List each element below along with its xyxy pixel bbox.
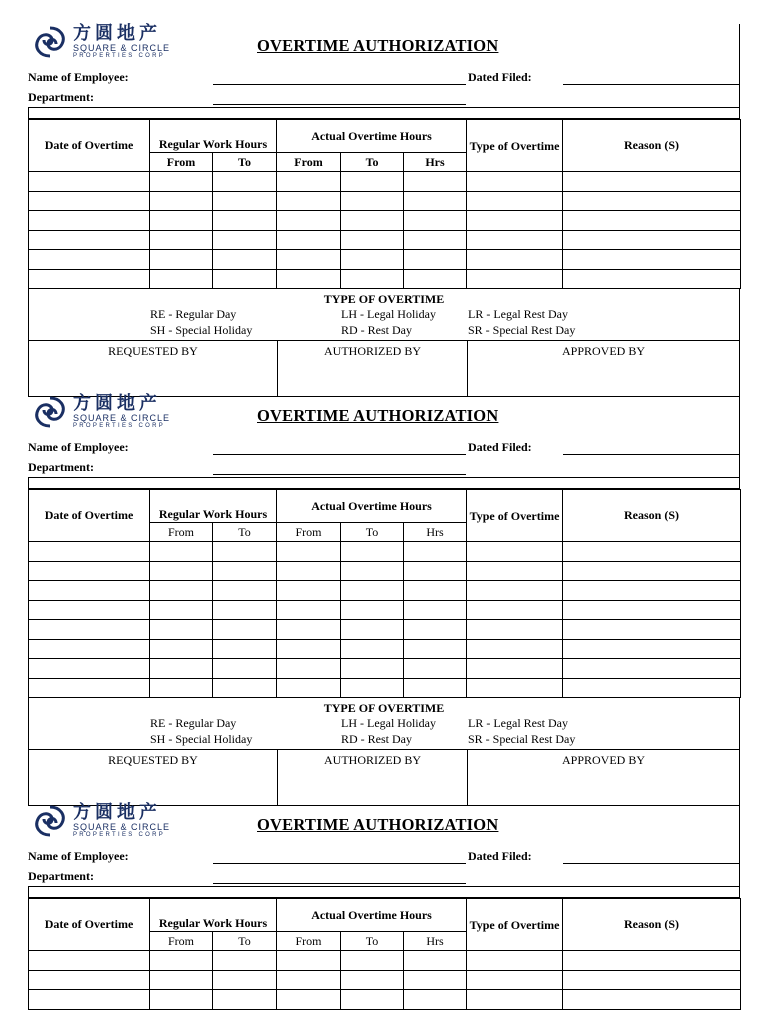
table-cell[interactable] xyxy=(277,230,341,250)
department-row xyxy=(28,866,740,887)
signature-row xyxy=(28,750,740,806)
employee-label: Name of Employee: xyxy=(28,849,129,863)
dated-label: Dated Filed: xyxy=(468,849,532,863)
table-row xyxy=(29,678,741,698)
table-cell[interactable] xyxy=(563,561,741,581)
table-cell[interactable] xyxy=(213,561,277,581)
table-cell[interactable] xyxy=(467,951,563,971)
type-sh: SH - Special Holiday xyxy=(150,732,253,746)
table-cell[interactable] xyxy=(404,542,467,562)
table-cell[interactable] xyxy=(467,620,563,640)
table-cell[interactable] xyxy=(563,191,741,211)
table-row xyxy=(29,639,741,659)
regular-from-header: From xyxy=(150,523,213,542)
overtime-table xyxy=(28,489,741,698)
table-cell[interactable] xyxy=(563,250,741,270)
logo-chinese-text: 方圆地产 xyxy=(73,23,161,44)
table-cell[interactable] xyxy=(563,581,741,601)
table-cell[interactable] xyxy=(563,172,741,192)
table-cell[interactable] xyxy=(467,581,563,601)
table-row xyxy=(29,970,741,990)
type-legend-title: TYPE OF OVERTIME xyxy=(323,701,445,715)
table-cell[interactable] xyxy=(29,639,150,659)
regular-from-header: From xyxy=(150,153,213,172)
table-cell[interactable] xyxy=(341,172,404,192)
logo-subtext: PROPERTIES CORP xyxy=(73,423,166,429)
table-row xyxy=(29,990,741,1010)
table-cell[interactable] xyxy=(467,600,563,620)
table-cell[interactable] xyxy=(150,172,213,192)
actual-to-header: To xyxy=(341,153,404,172)
type-lh: LH - Legal Holiday xyxy=(341,307,436,321)
actual-hrs-header: Hrs xyxy=(404,932,467,951)
dated-filed-field[interactable] xyxy=(563,437,740,455)
actual-from-header: From xyxy=(277,153,341,172)
department-label: Department: xyxy=(28,90,94,104)
table-cell[interactable] xyxy=(213,172,277,192)
table-cell[interactable] xyxy=(404,230,467,250)
employee-row xyxy=(28,67,740,87)
table-cell[interactable] xyxy=(29,211,150,231)
table-cell[interactable] xyxy=(150,990,213,1010)
overtime-table xyxy=(28,898,741,1010)
table-cell[interactable] xyxy=(563,600,741,620)
table-cell[interactable] xyxy=(213,639,277,659)
table-cell[interactable] xyxy=(341,970,404,990)
logo-swirl-icon xyxy=(30,394,70,430)
table-cell[interactable] xyxy=(277,581,341,601)
table-cell[interactable] xyxy=(213,659,277,679)
table-cell[interactable] xyxy=(213,581,277,601)
type-rd: RD - Rest Day xyxy=(341,323,412,337)
table-row xyxy=(29,250,741,270)
type-legend xyxy=(28,289,740,341)
actual-from-header: From xyxy=(277,932,341,951)
table-cell[interactable] xyxy=(213,250,277,270)
table-cell[interactable] xyxy=(563,678,741,698)
approved-by[interactable]: APPROVED BY xyxy=(561,753,645,767)
table-cell[interactable] xyxy=(150,269,213,289)
form-header xyxy=(28,394,740,437)
table-cell[interactable] xyxy=(341,269,404,289)
table-cell[interactable] xyxy=(29,250,150,270)
table-cell[interactable] xyxy=(467,561,563,581)
approved-by[interactable]: APPROVED BY xyxy=(561,344,645,358)
type-header: Type of Overtime xyxy=(467,899,563,951)
table-cell[interactable] xyxy=(467,990,563,1010)
date-header: Date of Overtime xyxy=(29,899,150,951)
authorized-by[interactable]: AUTHORIZED BY xyxy=(278,341,468,396)
regular-hours-header: Regular Work Hours xyxy=(150,120,277,153)
table-cell[interactable] xyxy=(341,561,404,581)
type-header: Type of Overtime xyxy=(467,120,563,172)
actual-to-header: To xyxy=(341,932,404,951)
table-row xyxy=(29,659,741,679)
department-label: Department: xyxy=(28,460,94,474)
table-cell[interactable] xyxy=(213,600,277,620)
table-cell[interactable] xyxy=(563,639,741,659)
table-cell[interactable] xyxy=(467,230,563,250)
regular-to-header: To xyxy=(213,932,277,951)
reason-header: Reason (S) xyxy=(563,899,741,951)
table-cell[interactable] xyxy=(150,639,213,659)
table-cell[interactable] xyxy=(563,951,741,971)
table-cell[interactable] xyxy=(404,269,467,289)
table-cell[interactable] xyxy=(467,542,563,562)
table-cell[interactable] xyxy=(467,639,563,659)
table-row xyxy=(29,191,741,211)
table-row xyxy=(29,230,741,250)
table-cell[interactable] xyxy=(563,659,741,679)
company-logo xyxy=(30,24,170,60)
logo-chinese-text: 方圆地产 xyxy=(73,393,161,414)
table-cell[interactable] xyxy=(29,191,150,211)
table-cell[interactable] xyxy=(213,191,277,211)
table-cell[interactable] xyxy=(341,191,404,211)
table-cell[interactable] xyxy=(29,230,150,250)
employee-name-field[interactable] xyxy=(213,846,466,864)
table-cell[interactable] xyxy=(467,211,563,231)
type-lh: LH - Legal Holiday xyxy=(341,716,436,730)
table-cell[interactable] xyxy=(29,951,150,971)
table-cell[interactable] xyxy=(277,542,341,562)
department-row xyxy=(28,87,740,108)
table-cell[interactable] xyxy=(563,269,741,289)
actual-hours-header: Actual Overtime Hours xyxy=(277,899,467,932)
requested-by[interactable]: REQUESTED BY xyxy=(29,341,278,396)
overtime-form-1 xyxy=(28,24,740,397)
type-legend-title: TYPE OF OVERTIME xyxy=(323,292,445,306)
signature-row xyxy=(28,341,740,397)
table-row xyxy=(29,172,741,192)
form-header xyxy=(28,803,740,846)
table-cell[interactable] xyxy=(277,970,341,990)
table-cell[interactable] xyxy=(404,639,467,659)
table-cell[interactable] xyxy=(341,211,404,231)
type-re: RE - Regular Day xyxy=(150,716,237,730)
table-cell[interactable] xyxy=(277,211,341,231)
type-sr: SR - Special Rest Day xyxy=(468,323,576,337)
table-cell[interactable] xyxy=(404,678,467,698)
logo-subtext: PROPERTIES CORP xyxy=(73,53,166,59)
table-cell[interactable] xyxy=(563,542,741,562)
regular-hours-header: Regular Work Hours xyxy=(150,899,277,932)
table-cell[interactable] xyxy=(29,269,150,289)
actual-to-header: To xyxy=(341,523,404,542)
employee-name-field[interactable] xyxy=(213,67,466,85)
table-cell[interactable] xyxy=(150,211,213,231)
table-cell[interactable] xyxy=(404,951,467,971)
actual-from-header: From xyxy=(277,523,341,542)
table-row xyxy=(29,561,741,581)
table-cell[interactable] xyxy=(563,230,741,250)
table-cell[interactable] xyxy=(341,230,404,250)
employee-label: Name of Employee: xyxy=(28,440,129,454)
table-cell[interactable] xyxy=(467,678,563,698)
employee-name-field[interactable] xyxy=(213,437,466,455)
department-row xyxy=(28,457,740,478)
date-header: Date of Overtime xyxy=(29,490,150,542)
table-cell[interactable] xyxy=(467,269,563,289)
type-re: RE - Regular Day xyxy=(150,307,237,321)
table-cell[interactable] xyxy=(563,620,741,640)
table-cell[interactable] xyxy=(213,951,277,971)
table-cell[interactable] xyxy=(341,542,404,562)
table-cell[interactable] xyxy=(277,191,341,211)
company-logo xyxy=(30,394,170,430)
type-lr: LR - Legal Rest Day xyxy=(468,716,568,730)
reason-header: Reason (S) xyxy=(563,120,741,172)
actual-hours-header: Actual Overtime Hours xyxy=(277,120,467,153)
table-cell[interactable] xyxy=(341,990,404,1010)
logo-english-text: SQUARE & CIRCLE xyxy=(73,413,171,423)
dated-label: Dated Filed: xyxy=(468,440,532,454)
table-cell[interactable] xyxy=(467,659,563,679)
table-cell[interactable] xyxy=(404,250,467,270)
department-field[interactable] xyxy=(213,87,466,105)
type-sr: SR - Special Rest Day xyxy=(468,732,576,746)
table-cell[interactable] xyxy=(277,620,341,640)
table-cell[interactable] xyxy=(213,678,277,698)
type-rd: RD - Rest Day xyxy=(341,732,412,746)
table-cell[interactable] xyxy=(277,951,341,971)
regular-hours-header: Regular Work Hours xyxy=(150,490,277,523)
table-row xyxy=(29,620,741,640)
table-cell[interactable] xyxy=(29,990,150,1010)
employee-row xyxy=(28,846,740,866)
table-cell[interactable] xyxy=(341,659,404,679)
dated-label: Dated Filed: xyxy=(468,70,532,84)
table-cell[interactable] xyxy=(277,600,341,620)
type-legend xyxy=(28,698,740,750)
logo-english-text: SQUARE & CIRCLE xyxy=(73,43,171,53)
table-cell[interactable] xyxy=(29,542,150,562)
table-cell[interactable] xyxy=(277,172,341,192)
table-cell[interactable] xyxy=(150,250,213,270)
table-cell[interactable] xyxy=(404,620,467,640)
logo-english-text: SQUARE & CIRCLE xyxy=(73,822,171,832)
table-cell[interactable] xyxy=(341,678,404,698)
department-field[interactable] xyxy=(213,866,466,884)
overtime-form-2 xyxy=(28,394,740,806)
logo-subtext: PROPERTIES CORP xyxy=(73,832,166,838)
table-cell[interactable] xyxy=(404,172,467,192)
table-cell[interactable] xyxy=(29,581,150,601)
table-cell[interactable] xyxy=(150,970,213,990)
table-cell[interactable] xyxy=(150,678,213,698)
table-cell[interactable] xyxy=(29,659,150,679)
table-cell[interactable] xyxy=(467,172,563,192)
table-cell[interactable] xyxy=(467,250,563,270)
table-cell[interactable] xyxy=(29,678,150,698)
table-cell[interactable] xyxy=(467,970,563,990)
table-cell[interactable] xyxy=(277,561,341,581)
type-sh: SH - Special Holiday xyxy=(150,323,253,337)
company-logo xyxy=(30,803,170,839)
table-cell[interactable] xyxy=(150,230,213,250)
actual-hrs-header: Hrs xyxy=(404,153,467,172)
table-cell[interactable] xyxy=(404,561,467,581)
table-cell[interactable] xyxy=(29,970,150,990)
requested-by[interactable]: REQUESTED BY xyxy=(29,750,278,805)
type-header: Type of Overtime xyxy=(467,490,563,542)
table-cell[interactable] xyxy=(277,678,341,698)
table-cell[interactable] xyxy=(150,951,213,971)
actual-hrs-header: Hrs xyxy=(404,523,467,542)
table-cell[interactable] xyxy=(29,172,150,192)
employee-row xyxy=(28,437,740,457)
regular-to-header: To xyxy=(213,523,277,542)
table-cell[interactable] xyxy=(29,600,150,620)
table-cell[interactable] xyxy=(213,269,277,289)
table-cell[interactable] xyxy=(563,990,741,1010)
date-header: Date of Overtime xyxy=(29,120,150,172)
table-cell[interactable] xyxy=(29,620,150,640)
table-cell[interactable] xyxy=(341,951,404,971)
table-cell[interactable] xyxy=(277,659,341,679)
table-cell[interactable] xyxy=(404,211,467,231)
form-header xyxy=(28,24,740,67)
department-label: Department: xyxy=(28,869,94,883)
table-cell[interactable] xyxy=(563,211,741,231)
table-cell[interactable] xyxy=(277,639,341,659)
table-row xyxy=(29,951,741,971)
table-cell[interactable] xyxy=(404,970,467,990)
table-cell[interactable] xyxy=(341,250,404,270)
table-cell[interactable] xyxy=(213,542,277,562)
actual-hours-header: Actual Overtime Hours xyxy=(277,490,467,523)
table-cell[interactable] xyxy=(404,191,467,211)
table-cell[interactable] xyxy=(341,620,404,640)
table-cell[interactable] xyxy=(277,990,341,1010)
table-cell[interactable] xyxy=(277,269,341,289)
table-cell[interactable] xyxy=(213,970,277,990)
table-cell[interactable] xyxy=(341,600,404,620)
reason-header: Reason (S) xyxy=(563,490,741,542)
table-cell[interactable] xyxy=(277,250,341,270)
department-field[interactable] xyxy=(213,457,466,475)
table-cell[interactable] xyxy=(150,659,213,679)
logo-chinese-text: 方圆地产 xyxy=(73,802,161,823)
table-cell[interactable] xyxy=(341,639,404,659)
table-cell[interactable] xyxy=(213,230,277,250)
table-cell[interactable] xyxy=(404,990,467,1010)
table-cell[interactable] xyxy=(150,620,213,640)
type-lr: LR - Legal Rest Day xyxy=(468,307,568,321)
dated-filed-field[interactable] xyxy=(563,846,740,864)
dated-filed-field[interactable] xyxy=(563,67,740,85)
table-cell[interactable] xyxy=(213,620,277,640)
table-cell[interactable] xyxy=(563,970,741,990)
regular-to-header: To xyxy=(213,153,277,172)
table-row xyxy=(29,542,741,562)
table-cell[interactable] xyxy=(29,561,150,581)
authorized-by[interactable]: AUTHORIZED BY xyxy=(278,750,468,805)
employee-label: Name of Employee: xyxy=(28,70,129,84)
table-cell[interactable] xyxy=(467,191,563,211)
overtime-form-3 xyxy=(28,803,740,1010)
table-row xyxy=(29,600,741,620)
table-row xyxy=(29,211,741,231)
table-row xyxy=(29,581,741,601)
regular-from-header: From xyxy=(150,932,213,951)
form-title: OVERTIME AUTHORIZATION xyxy=(257,815,499,834)
table-cell[interactable] xyxy=(150,600,213,620)
table-cell[interactable] xyxy=(150,191,213,211)
overtime-table xyxy=(28,119,741,289)
logo-swirl-icon xyxy=(30,24,70,60)
form-title: OVERTIME AUTHORIZATION xyxy=(257,406,499,425)
table-cell[interactable] xyxy=(404,659,467,679)
table-cell[interactable] xyxy=(213,211,277,231)
form-title: OVERTIME AUTHORIZATION xyxy=(257,36,499,55)
table-cell[interactable] xyxy=(150,561,213,581)
table-cell[interactable] xyxy=(341,581,404,601)
table-cell[interactable] xyxy=(213,990,277,1010)
table-cell[interactable] xyxy=(150,581,213,601)
table-row xyxy=(29,269,741,289)
table-cell[interactable] xyxy=(150,542,213,562)
table-cell[interactable] xyxy=(404,581,467,601)
logo-swirl-icon xyxy=(30,803,70,839)
table-cell[interactable] xyxy=(404,600,467,620)
